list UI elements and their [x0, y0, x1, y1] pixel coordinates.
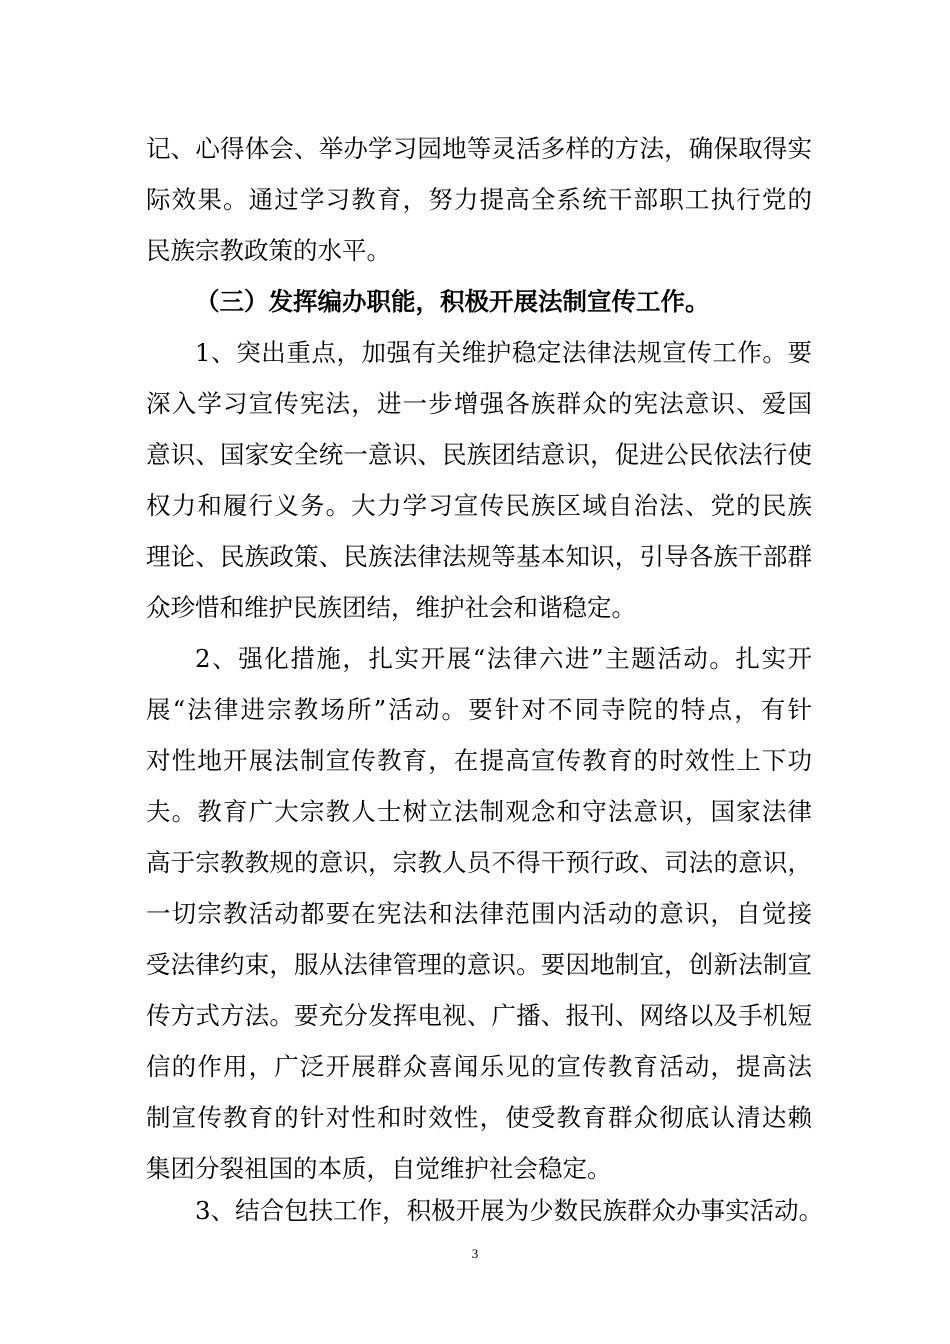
body-text-line: 一切宗教活动都要在宪法和法律范围内活动的意识，自觉接	[146, 899, 812, 928]
body-text-line: 对性地开展法制宣传教育，在提高宣传教育的时效性上下功	[146, 746, 812, 775]
body-text-line: 众珍惜和维护民族团结，维护社会和谐稳定。	[146, 593, 636, 622]
body-text-line: 记、心得体会、举办学习园地等灵活多样的方法，确保取得实	[146, 134, 812, 163]
body-text-line: 民族宗教政策的水平。	[146, 236, 391, 265]
paragraph-first-line: 3、结合包扶工作，积极开展为少数民族群众办事实活动。	[195, 1196, 824, 1225]
body-text-line: 权力和履行义务。大力学习宣传民族区域自治法、党的民族	[146, 491, 812, 520]
body-text-line: 受法律约束，服从法律管理的意识。要因地制宜，创新法制宣	[146, 950, 812, 979]
body-text-line: 夫。教育广大宗教人士树立法制观念和守法意识，国家法律	[146, 797, 812, 826]
body-text-line: 展“法律进宗教场所”活动。要针对不同寺院的特点，有针	[146, 695, 812, 724]
body-text-line: 集团分裂祖国的本质，自觉维护社会稳定。	[146, 1154, 612, 1183]
body-text-line: 意识、国家安全统一意识、民族团结意识，促进公民依法行使	[146, 440, 812, 469]
body-text-line: 深入学习宣传宪法，进一步增强各族群众的宪法意识、爱国	[146, 389, 812, 418]
section-heading: （三）发挥编办职能，积极开展法制宣传工作。	[195, 287, 710, 316]
paragraph-first-line: 1、突出重点，加强有关维护稳定法律法规宣传工作。要	[195, 338, 812, 367]
body-text-line: 际效果。通过学习教育，努力提高全系统干部职工执行党的	[146, 185, 812, 214]
paragraph-first-line: 2、强化措施，扎实开展“法律六进”主题活动。扎实开	[195, 644, 812, 673]
body-text-line: 高于宗教教规的意识，宗教人员不得干预行政、司法的意识，	[146, 848, 812, 877]
body-text-line: 制宣传教育的针对性和时效性，使受教育群众彻底认清达赖	[146, 1103, 812, 1132]
body-text-line: 信的作用，广泛开展群众喜闻乐见的宣传教育活动，提高法	[146, 1052, 812, 1081]
body-text-line: 理论、民族政策、民族法律法规等基本知识，引导各族干部群	[146, 542, 812, 571]
body-text-line: 传方式方法。要充分发挥电视、广播、报刊、网络以及手机短	[146, 1001, 812, 1030]
page-number: 3	[471, 1246, 479, 1261]
